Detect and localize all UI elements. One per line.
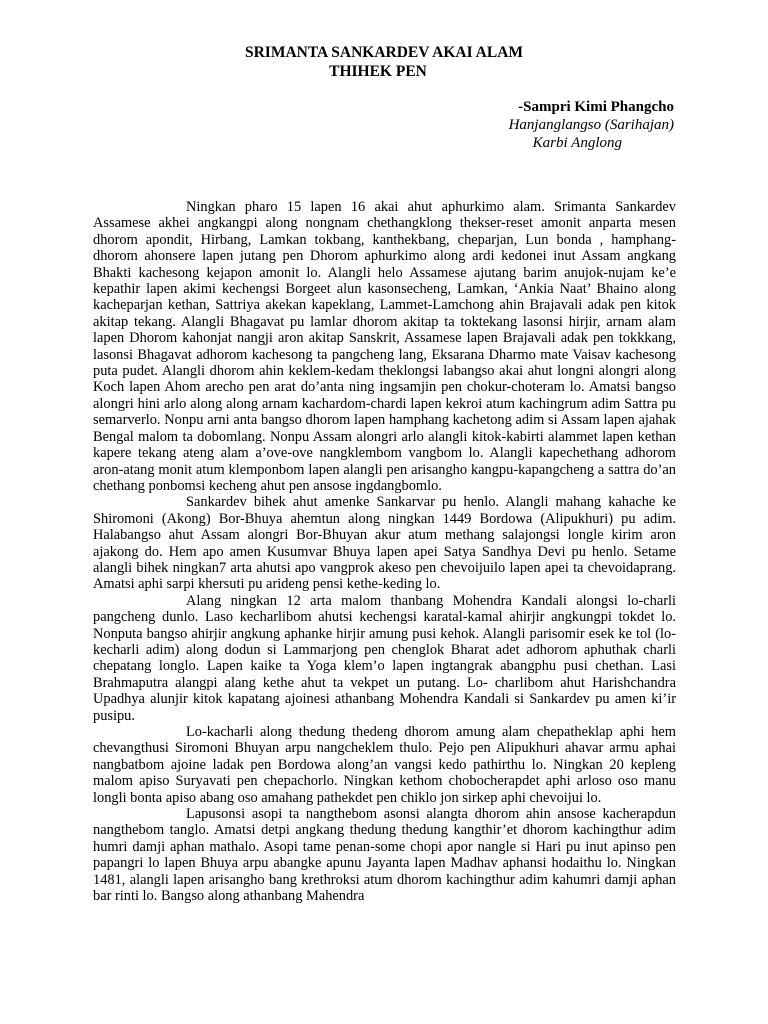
author-block: [509, 98, 674, 152]
document-title-continued: THIHEK PEN: [329, 63, 427, 80]
paragraph: Alang ningkan 12 arta malom thanbang Mohendra Kandali alongsi lo-charli pangcheng dunlo. Laso kecharlibom ahutsi kechengsi karatal-kamal ahirjir angkungpi tokdet lo. Nonputa bangso ahirjir angkung aphanke hirjir amung pusi kehok. Alangli parisomir esek ke tol (lo-kecharli adim) along dodun si Lammarjong pen chenglok Bharat adet adhorom aphuthak charli chepatang longlo. Lapen kaike ta Yoga klem’o lapen ingtangrak abangphu pusi chethan. Lasi Brahmaputra alangpi alang kethe ahut ta vekpet un putang. Lo- charlibom ahut Harishchandra Upadhya alunjir kitok kapatang ajoinesi athanbang Mohendra Kandali si Sankardev pu amen ki’ir pusipu.: [93, 592, 676, 724]
paragraph: Ningkan pharo 15 lapen 16 akai ahut aphurkimo alam. Srimanta Sankardev Assamese akhei angkangpi along nongnam chethangklong thekser-reset amonit anparta mesen dhorom apondit, Hirbang, Lamkan tokbang, kanthekbang, cheparjan, Lun bonda , hamphang-dhorom ahonsere lapen jutang pen Dhorom aphurkimo along ardi kedonei inut Assam angkang Bhakti kachesong kejapon amonit lo. Alangli helo Assamese ajutang barim anujok-nujam ke’e kepathir lapen akimi kechengsi Borgeet alun kasonsecheng, Lamkan, ‘Ankia Naat’ Bhaino along kacheparjan kethan, Sattriya akekan kapeklang, Lammet-Lamchong ahin Brajavali adak pen kitok akitap tekang. Alangli Bhagavat pu lamlar dhorom akitap ta toktekang lasonsi hirjir, arnam alam lapen Dhorom kahonjat nangji aron akitap Sanskrit, Assamese lapen Brajavali adak pen tokkkang, lasonsi Bhagavat adhorom kachesong ta pangcheng lang, Eksarana Dharmo mate Vaisav kachesong puta pudet. Alangli dhorom ahin keklem-kedam theklongsi labangso akai ahut longni alongri along Koch lapen Ahom arecho pen arat do’anta ning ingsamjin pen chokur-choteram lo. Amatsi bangso alongri hini arlo along along arnam kachardom-chardi lapen kekroi atum kachingrum adim Sattra pu semarverlo. Nonpu arni anta bangso dhorom lapen hamphang kachetong adim si Assam lapen ajahak Bengal malom ta dobomlang. Nonpu Assam alongri arlo alangli kitok-kabirti alammet lapen kethan kapere tekang ateng alam a’ove-ove nangklembom vangbom lo. Alangli kapechethang adhorom aron-atang monit atum klemponbom lapen alangli pen arisangho kangpu-kapangcheng a sattra do’an chethang ponbomsi kecheng ahut pen ansose ingdangbomlo.: [93, 199, 676, 494]
paragraph: Lapusonsi asopi ta nangthebom asonsi alangta dhorom ahin ansose kacherapdun nangthebom tanglo. Amatsi detpi angkang thedung thedung kangthir’et dhorom kachingthur adim humri damji aphan mathalo. Asopi tame penan-some chopi apor nangle si Hari pu inut apinso pen papangri lo lapen Bhuya arpu abangke apunu Jayanta lapen Madhav aphansi hodaithu lo. Ningkan 1481, alangli lapen arisangho bang krethroksi atum dhorom kachingthur adim kahumri damji aphan bar rinti lo. Bangso along athanbang Mahendra: [93, 806, 676, 905]
author-district: Karbi Anglong: [532, 135, 622, 151]
document-title: SRIMANTA SANKARDEV AKAI ALAM: [244, 44, 524, 61]
author-name: -Sampri Kimi Phangcho: [518, 99, 674, 115]
paragraph: Lo-kacharli along thedung thedeng dhorom amung alam chepatheklap aphi hem chevangthusi Siromoni Bhuyan arpu nangcheklem thulo. Pejo pen Alipukhuri ahavar armu aphai nangbatbom ajoine ladak pen Bordowa along’an vangsi kedo pathirthu lo. Ningkan 20 kepleng malom apiso Suryavati pen chepachorlo. Ningkan kethom chobocherapdet aphi arloso oso manu longli bonta apiso abang oso amahang pathekdet pen chiklo jon sirkep aphi chevoijui lo.: [93, 724, 676, 806]
paragraph: Sankardev bihek ahut amenke Sankarvar pu henlo. Alangli mahang kahache ke Shiromoni (Akong) Bor-Bhuya ahemtun along ningkan 1449 Bordowa (Alipukhuri) pu adim. Halabangso ahut Assam alongri Bor-Bhuyan akur atum methang salajongsi longle kirim aron ajakong do. Hem apo amen Kusumvar Bhuya lapen apei Satya Sandhya Devi pu henlo. Setame alangli bihek ningkan7 arta ahutsi apo vangprok akeso pen chevoijuilo lapen apei ta chevoidaprang. Amatsi aphi sarpi khersuti pu arideng pensi kethe-keding lo.: [93, 494, 676, 593]
document-body: [93, 199, 676, 904]
author-place: Hanjanglangso (Sarihajan): [508, 117, 674, 133]
